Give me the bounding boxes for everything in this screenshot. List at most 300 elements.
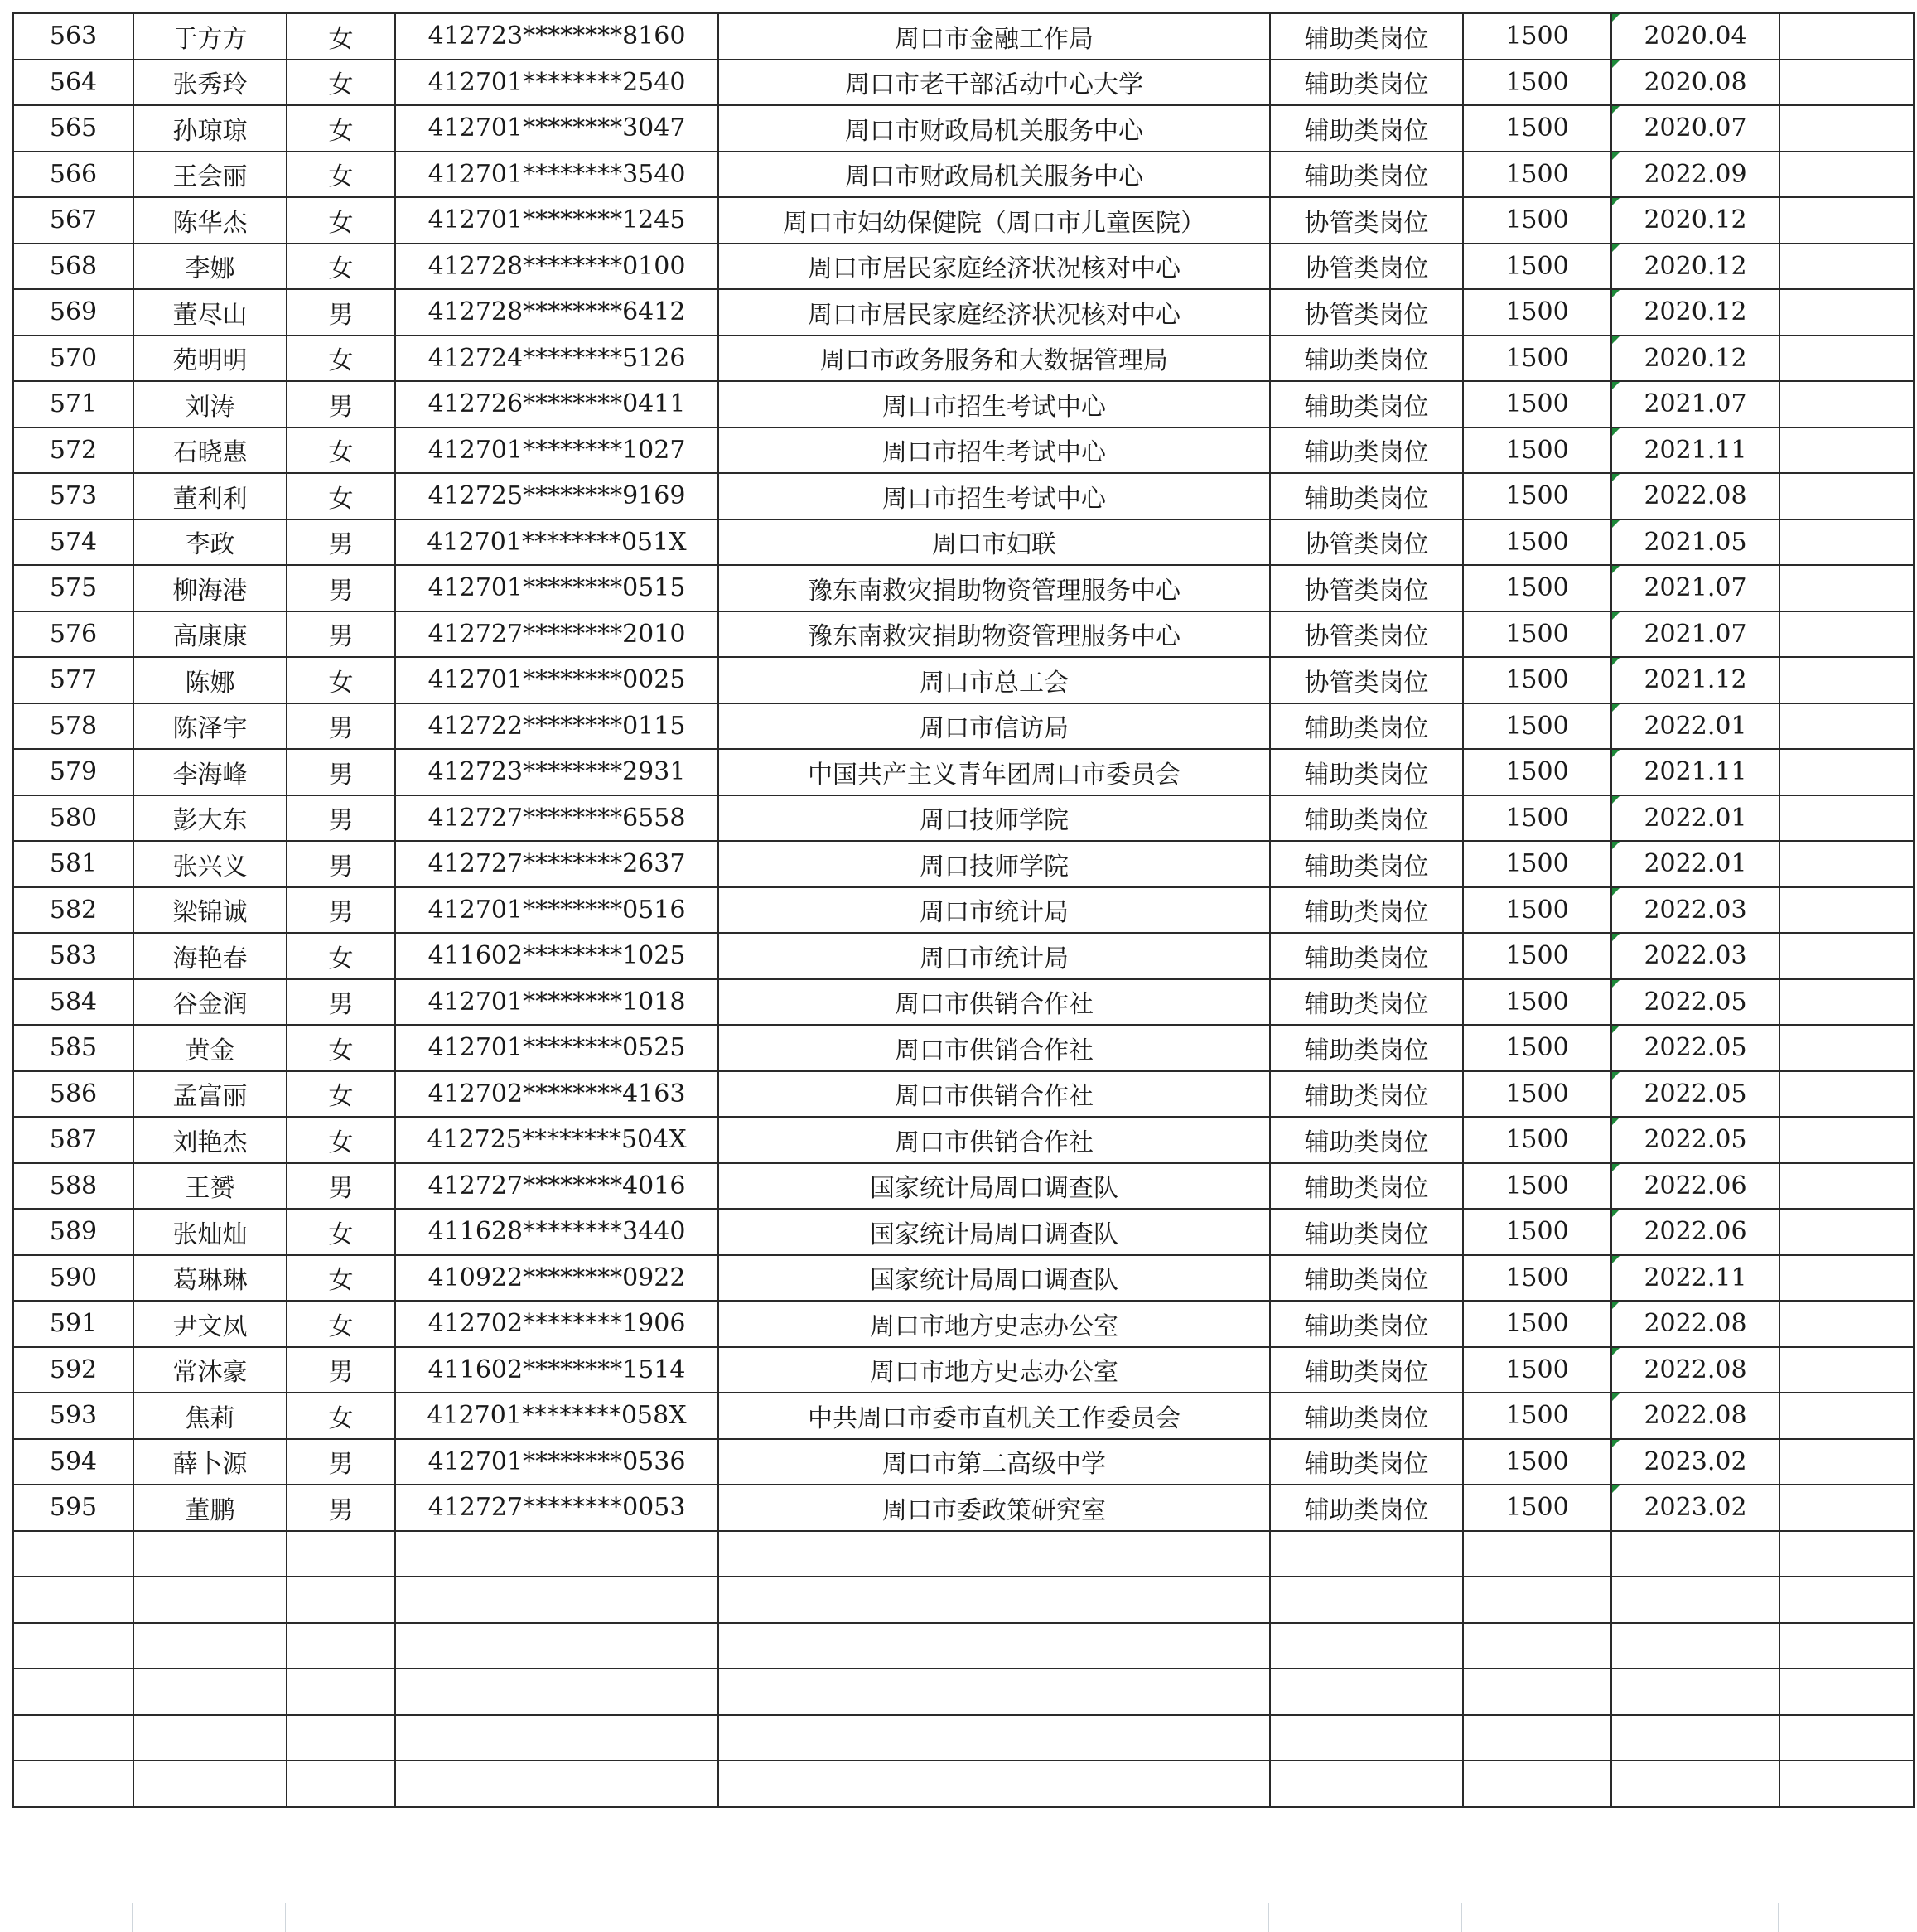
amount-cell[interactable]: 1500	[1463, 427, 1611, 474]
date-cell[interactable]: 2020.08	[1611, 60, 1779, 106]
date-cell[interactable]: 2022.11	[1611, 1255, 1779, 1302]
empty-cell[interactable]	[1779, 1623, 1914, 1669]
remark-cell[interactable]	[1779, 1393, 1914, 1439]
seq-cell[interactable]: 569	[13, 289, 133, 336]
amount-cell[interactable]: 1500	[1463, 1301, 1611, 1347]
employer-cell[interactable]: 周口市信访局	[718, 703, 1270, 750]
seq-cell[interactable]: 579	[13, 749, 133, 795]
empty-cell[interactable]	[1779, 1715, 1914, 1761]
gender-cell[interactable]: 女	[287, 244, 395, 290]
employer-cell[interactable]: 周口市招生考试中心	[718, 427, 1270, 474]
empty-cell[interactable]	[1779, 1761, 1914, 1807]
seq-cell[interactable]: 576	[13, 611, 133, 658]
empty-cell[interactable]	[133, 1577, 287, 1623]
amount-cell[interactable]: 1500	[1463, 611, 1611, 658]
seq-cell[interactable]: 573	[13, 473, 133, 519]
employer-cell[interactable]: 豫东南救灾捐助物资管理服务中心	[718, 611, 1270, 658]
id-number-cell[interactable]: 411602********1514	[395, 1347, 718, 1393]
seq-cell[interactable]: 577	[13, 657, 133, 703]
seq-cell[interactable]: 590	[13, 1255, 133, 1302]
amount-cell[interactable]: 1500	[1463, 289, 1611, 336]
id-number-cell[interactable]: 411602********1025	[395, 933, 718, 979]
remark-cell[interactable]	[1779, 1439, 1914, 1485]
empty-cell[interactable]	[1611, 1715, 1779, 1761]
empty-cell[interactable]	[133, 1531, 287, 1577]
post-type-cell[interactable]: 协管类岗位	[1270, 197, 1463, 244]
name-cell[interactable]: 王会丽	[133, 152, 287, 198]
employer-cell[interactable]: 周口技师学院	[718, 841, 1270, 887]
empty-cell[interactable]	[133, 1715, 287, 1761]
id-number-cell[interactable]: 412725********504X	[395, 1117, 718, 1163]
empty-cell[interactable]	[395, 1761, 718, 1807]
gender-cell[interactable]: 男	[287, 565, 395, 611]
gender-cell[interactable]: 男	[287, 519, 395, 566]
gender-cell[interactable]: 女	[287, 105, 395, 152]
date-cell[interactable]: 2020.12	[1611, 197, 1779, 244]
id-number-cell[interactable]: 412701********0515	[395, 565, 718, 611]
remark-cell[interactable]	[1779, 841, 1914, 887]
post-type-cell[interactable]: 协管类岗位	[1270, 289, 1463, 336]
gender-cell[interactable]: 女	[287, 427, 395, 474]
seq-cell[interactable]: 584	[13, 979, 133, 1026]
name-cell[interactable]: 董尽山	[133, 289, 287, 336]
employer-cell[interactable]: 周口市老干部活动中心大学	[718, 60, 1270, 106]
amount-cell[interactable]: 1500	[1463, 336, 1611, 382]
date-cell[interactable]: 2022.03	[1611, 887, 1779, 934]
remark-cell[interactable]	[1779, 1071, 1914, 1118]
seq-cell[interactable]: 591	[13, 1301, 133, 1347]
empty-cell[interactable]	[1270, 1577, 1463, 1623]
name-cell[interactable]: 董鹏	[133, 1485, 287, 1531]
id-number-cell[interactable]: 412724********5126	[395, 336, 718, 382]
seq-cell[interactable]: 568	[13, 244, 133, 290]
name-cell[interactable]: 尹文凤	[133, 1301, 287, 1347]
empty-cell[interactable]	[287, 1623, 395, 1669]
remark-cell[interactable]	[1779, 703, 1914, 750]
id-number-cell[interactable]: 412701********0025	[395, 657, 718, 703]
gender-cell[interactable]: 女	[287, 152, 395, 198]
employer-cell[interactable]: 周口技师学院	[718, 795, 1270, 842]
post-type-cell[interactable]: 辅助类岗位	[1270, 105, 1463, 152]
remark-cell[interactable]	[1779, 979, 1914, 1026]
gender-cell[interactable]: 女	[287, 1393, 395, 1439]
name-cell[interactable]: 李政	[133, 519, 287, 566]
name-cell[interactable]: 陈华杰	[133, 197, 287, 244]
employer-cell[interactable]: 周口市财政局机关服务中心	[718, 152, 1270, 198]
post-type-cell[interactable]: 辅助类岗位	[1270, 427, 1463, 474]
seq-cell[interactable]: 566	[13, 152, 133, 198]
name-cell[interactable]: 谷金润	[133, 979, 287, 1026]
remark-cell[interactable]	[1779, 152, 1914, 198]
post-type-cell[interactable]: 辅助类岗位	[1270, 703, 1463, 750]
gender-cell[interactable]: 男	[287, 381, 395, 427]
remark-cell[interactable]	[1779, 887, 1914, 934]
remark-cell[interactable]	[1779, 749, 1914, 795]
name-cell[interactable]: 刘艳杰	[133, 1117, 287, 1163]
id-number-cell[interactable]: 412728********0100	[395, 244, 718, 290]
gender-cell[interactable]: 男	[287, 841, 395, 887]
date-cell[interactable]: 2022.06	[1611, 1209, 1779, 1255]
empty-cell[interactable]	[395, 1577, 718, 1623]
employer-cell[interactable]: 周口市第二高级中学	[718, 1439, 1270, 1485]
date-cell[interactable]: 2022.06	[1611, 1163, 1779, 1210]
gender-cell[interactable]: 女	[287, 1117, 395, 1163]
name-cell[interactable]: 焦莉	[133, 1393, 287, 1439]
name-cell[interactable]: 柳海港	[133, 565, 287, 611]
amount-cell[interactable]: 1500	[1463, 1393, 1611, 1439]
gender-cell[interactable]: 男	[287, 611, 395, 658]
post-type-cell[interactable]: 辅助类岗位	[1270, 1347, 1463, 1393]
id-number-cell[interactable]: 412727********4016	[395, 1163, 718, 1210]
id-number-cell[interactable]: 412701********2540	[395, 60, 718, 106]
date-cell[interactable]: 2022.09	[1611, 152, 1779, 198]
amount-cell[interactable]: 1500	[1463, 473, 1611, 519]
gender-cell[interactable]: 女	[287, 1209, 395, 1255]
date-cell[interactable]: 2022.05	[1611, 979, 1779, 1026]
amount-cell[interactable]: 1500	[1463, 381, 1611, 427]
empty-cell[interactable]	[13, 1623, 133, 1669]
date-cell[interactable]: 2022.08	[1611, 1301, 1779, 1347]
empty-cell[interactable]	[395, 1715, 718, 1761]
seq-cell[interactable]: 565	[13, 105, 133, 152]
amount-cell[interactable]: 1500	[1463, 887, 1611, 934]
id-number-cell[interactable]: 412727********2637	[395, 841, 718, 887]
remark-cell[interactable]	[1779, 565, 1914, 611]
amount-cell[interactable]: 1500	[1463, 197, 1611, 244]
name-cell[interactable]: 张兴义	[133, 841, 287, 887]
post-type-cell[interactable]: 辅助类岗位	[1270, 1209, 1463, 1255]
gender-cell[interactable]: 男	[287, 1485, 395, 1531]
id-number-cell[interactable]: 412701********3540	[395, 152, 718, 198]
remark-cell[interactable]	[1779, 933, 1914, 979]
employer-cell[interactable]: 周口市总工会	[718, 657, 1270, 703]
date-cell[interactable]: 2022.08	[1611, 1347, 1779, 1393]
date-cell[interactable]: 2021.07	[1611, 381, 1779, 427]
amount-cell[interactable]: 1500	[1463, 60, 1611, 106]
employer-cell[interactable]: 周口市供销合作社	[718, 1025, 1270, 1071]
seq-cell[interactable]: 588	[13, 1163, 133, 1210]
empty-cell[interactable]	[1611, 1623, 1779, 1669]
post-type-cell[interactable]: 辅助类岗位	[1270, 795, 1463, 842]
id-number-cell[interactable]: 412728********6412	[395, 289, 718, 336]
seq-cell[interactable]: 589	[13, 1209, 133, 1255]
amount-cell[interactable]: 1500	[1463, 1117, 1611, 1163]
empty-cell[interactable]	[1270, 1623, 1463, 1669]
employer-cell[interactable]: 周口市供销合作社	[718, 1117, 1270, 1163]
amount-cell[interactable]: 1500	[1463, 979, 1611, 1026]
employer-cell[interactable]: 周口市居民家庭经济状况核对中心	[718, 289, 1270, 336]
seq-cell[interactable]: 574	[13, 519, 133, 566]
date-cell[interactable]: 2023.02	[1611, 1485, 1779, 1531]
empty-cell[interactable]	[13, 1715, 133, 1761]
seq-cell[interactable]: 570	[13, 336, 133, 382]
amount-cell[interactable]: 1500	[1463, 13, 1611, 60]
post-type-cell[interactable]: 辅助类岗位	[1270, 1071, 1463, 1118]
remark-cell[interactable]	[1779, 1347, 1914, 1393]
name-cell[interactable]: 陈泽宇	[133, 703, 287, 750]
date-cell[interactable]: 2022.01	[1611, 703, 1779, 750]
name-cell[interactable]: 石晓惠	[133, 427, 287, 474]
id-number-cell[interactable]: 412726********0411	[395, 381, 718, 427]
post-type-cell[interactable]: 协管类岗位	[1270, 244, 1463, 290]
date-cell[interactable]: 2022.01	[1611, 795, 1779, 842]
gender-cell[interactable]: 男	[287, 795, 395, 842]
amount-cell[interactable]: 1500	[1463, 1347, 1611, 1393]
seq-cell[interactable]: 585	[13, 1025, 133, 1071]
post-type-cell[interactable]: 辅助类岗位	[1270, 1255, 1463, 1302]
empty-cell[interactable]	[395, 1669, 718, 1715]
seq-cell[interactable]: 563	[13, 13, 133, 60]
post-type-cell[interactable]: 辅助类岗位	[1270, 473, 1463, 519]
id-number-cell[interactable]: 412701********0516	[395, 887, 718, 934]
gender-cell[interactable]: 女	[287, 933, 395, 979]
seq-cell[interactable]: 578	[13, 703, 133, 750]
remark-cell[interactable]	[1779, 519, 1914, 566]
gender-cell[interactable]: 男	[287, 703, 395, 750]
gender-cell[interactable]: 女	[287, 13, 395, 60]
amount-cell[interactable]: 1500	[1463, 657, 1611, 703]
empty-cell[interactable]	[133, 1623, 287, 1669]
post-type-cell[interactable]: 辅助类岗位	[1270, 933, 1463, 979]
amount-cell[interactable]: 1500	[1463, 565, 1611, 611]
empty-cell[interactable]	[1270, 1669, 1463, 1715]
empty-cell[interactable]	[1611, 1577, 1779, 1623]
seq-cell[interactable]: 593	[13, 1393, 133, 1439]
empty-cell[interactable]	[1611, 1761, 1779, 1807]
empty-cell[interactable]	[13, 1577, 133, 1623]
amount-cell[interactable]: 1500	[1463, 152, 1611, 198]
empty-cell[interactable]	[287, 1761, 395, 1807]
seq-cell[interactable]: 567	[13, 197, 133, 244]
id-number-cell[interactable]: 411628********3440	[395, 1209, 718, 1255]
seq-cell[interactable]: 571	[13, 381, 133, 427]
empty-cell[interactable]	[1779, 1531, 1914, 1577]
remark-cell[interactable]	[1779, 657, 1914, 703]
name-cell[interactable]: 于方方	[133, 13, 287, 60]
post-type-cell[interactable]: 协管类岗位	[1270, 519, 1463, 566]
name-cell[interactable]: 葛琳琳	[133, 1255, 287, 1302]
name-cell[interactable]: 陈娜	[133, 657, 287, 703]
empty-cell[interactable]	[1611, 1669, 1779, 1715]
name-cell[interactable]: 海艳春	[133, 933, 287, 979]
id-number-cell[interactable]: 412701********1245	[395, 197, 718, 244]
seq-cell[interactable]: 586	[13, 1071, 133, 1118]
employer-cell[interactable]: 周口市妇幼保健院（周口市儿童医院）	[718, 197, 1270, 244]
remark-cell[interactable]	[1779, 13, 1914, 60]
id-number-cell[interactable]: 412701********1027	[395, 427, 718, 474]
empty-cell[interactable]	[1463, 1669, 1611, 1715]
empty-cell[interactable]	[718, 1669, 1270, 1715]
date-cell[interactable]: 2020.12	[1611, 336, 1779, 382]
employer-cell[interactable]: 中国共产主义青年团周口市委员会	[718, 749, 1270, 795]
empty-cell[interactable]	[1463, 1531, 1611, 1577]
employer-cell[interactable]: 周口市金融工作局	[718, 13, 1270, 60]
post-type-cell[interactable]: 辅助类岗位	[1270, 749, 1463, 795]
gender-cell[interactable]: 女	[287, 1071, 395, 1118]
name-cell[interactable]: 李海峰	[133, 749, 287, 795]
gender-cell[interactable]: 女	[287, 657, 395, 703]
date-cell[interactable]: 2020.07	[1611, 105, 1779, 152]
date-cell[interactable]: 2022.08	[1611, 1393, 1779, 1439]
date-cell[interactable]: 2022.03	[1611, 933, 1779, 979]
empty-cell[interactable]	[287, 1715, 395, 1761]
seq-cell[interactable]: 572	[13, 427, 133, 474]
post-type-cell[interactable]: 辅助类岗位	[1270, 1025, 1463, 1071]
id-number-cell[interactable]: 412701********3047	[395, 105, 718, 152]
remark-cell[interactable]	[1779, 1485, 1914, 1531]
employer-cell[interactable]: 周口市委政策研究室	[718, 1485, 1270, 1531]
employer-cell[interactable]: 周口市居民家庭经济状况核对中心	[718, 244, 1270, 290]
amount-cell[interactable]: 1500	[1463, 1163, 1611, 1210]
remark-cell[interactable]	[1779, 1117, 1914, 1163]
employer-cell[interactable]: 周口市招生考试中心	[718, 473, 1270, 519]
id-number-cell[interactable]: 412701********058X	[395, 1393, 718, 1439]
name-cell[interactable]: 孟富丽	[133, 1071, 287, 1118]
remark-cell[interactable]	[1779, 289, 1914, 336]
amount-cell[interactable]: 1500	[1463, 244, 1611, 290]
post-type-cell[interactable]: 辅助类岗位	[1270, 1393, 1463, 1439]
post-type-cell[interactable]: 辅助类岗位	[1270, 336, 1463, 382]
name-cell[interactable]: 黄金	[133, 1025, 287, 1071]
empty-cell[interactable]	[1463, 1761, 1611, 1807]
empty-cell[interactable]	[718, 1715, 1270, 1761]
id-number-cell[interactable]: 412701********0536	[395, 1439, 718, 1485]
gender-cell[interactable]: 男	[287, 1163, 395, 1210]
gender-cell[interactable]: 女	[287, 1301, 395, 1347]
date-cell[interactable]: 2020.12	[1611, 289, 1779, 336]
gender-cell[interactable]: 女	[287, 473, 395, 519]
seq-cell[interactable]: 575	[13, 565, 133, 611]
seq-cell[interactable]: 587	[13, 1117, 133, 1163]
seq-cell[interactable]: 594	[13, 1439, 133, 1485]
employer-cell[interactable]: 周口市招生考试中心	[718, 381, 1270, 427]
name-cell[interactable]: 彭大东	[133, 795, 287, 842]
id-number-cell[interactable]: 412725********9169	[395, 473, 718, 519]
empty-cell[interactable]	[1270, 1715, 1463, 1761]
gender-cell[interactable]: 女	[287, 60, 395, 106]
amount-cell[interactable]: 1500	[1463, 1071, 1611, 1118]
date-cell[interactable]: 2021.11	[1611, 749, 1779, 795]
date-cell[interactable]: 2022.01	[1611, 841, 1779, 887]
date-cell[interactable]: 2020.12	[1611, 244, 1779, 290]
amount-cell[interactable]: 1500	[1463, 105, 1611, 152]
empty-cell[interactable]	[133, 1761, 287, 1807]
id-number-cell[interactable]: 412727********2010	[395, 611, 718, 658]
employer-cell[interactable]: 周口市统计局	[718, 887, 1270, 934]
name-cell[interactable]: 张秀玲	[133, 60, 287, 106]
employer-cell[interactable]: 周口市财政局机关服务中心	[718, 105, 1270, 152]
name-cell[interactable]: 张灿灿	[133, 1209, 287, 1255]
remark-cell[interactable]	[1779, 381, 1914, 427]
id-number-cell[interactable]: 412723********8160	[395, 13, 718, 60]
seq-cell[interactable]: 580	[13, 795, 133, 842]
amount-cell[interactable]: 1500	[1463, 795, 1611, 842]
empty-cell[interactable]	[1611, 1531, 1779, 1577]
employer-cell[interactable]: 周口市统计局	[718, 933, 1270, 979]
remark-cell[interactable]	[1779, 1255, 1914, 1302]
date-cell[interactable]: 2022.05	[1611, 1117, 1779, 1163]
amount-cell[interactable]: 1500	[1463, 703, 1611, 750]
remark-cell[interactable]	[1779, 1301, 1914, 1347]
post-type-cell[interactable]: 辅助类岗位	[1270, 841, 1463, 887]
name-cell[interactable]: 梁锦诚	[133, 887, 287, 934]
id-number-cell[interactable]: 412701********051X	[395, 519, 718, 566]
id-number-cell[interactable]: 410922********0922	[395, 1255, 718, 1302]
date-cell[interactable]: 2021.11	[1611, 427, 1779, 474]
amount-cell[interactable]: 1500	[1463, 1485, 1611, 1531]
name-cell[interactable]: 常沐豪	[133, 1347, 287, 1393]
date-cell[interactable]: 2021.07	[1611, 565, 1779, 611]
amount-cell[interactable]: 1500	[1463, 519, 1611, 566]
post-type-cell[interactable]: 辅助类岗位	[1270, 979, 1463, 1026]
name-cell[interactable]: 董利利	[133, 473, 287, 519]
empty-cell[interactable]	[287, 1577, 395, 1623]
employer-cell[interactable]: 国家统计局周口调查队	[718, 1163, 1270, 1210]
remark-cell[interactable]	[1779, 473, 1914, 519]
amount-cell[interactable]: 1500	[1463, 1209, 1611, 1255]
post-type-cell[interactable]: 辅助类岗位	[1270, 1117, 1463, 1163]
gender-cell[interactable]: 男	[287, 289, 395, 336]
employer-cell[interactable]: 周口市妇联	[718, 519, 1270, 566]
seq-cell[interactable]: 583	[13, 933, 133, 979]
id-number-cell[interactable]: 412702********1906	[395, 1301, 718, 1347]
post-type-cell[interactable]: 辅助类岗位	[1270, 152, 1463, 198]
seq-cell[interactable]: 582	[13, 887, 133, 934]
date-cell[interactable]: 2020.04	[1611, 13, 1779, 60]
remark-cell[interactable]	[1779, 795, 1914, 842]
amount-cell[interactable]: 1500	[1463, 1255, 1611, 1302]
empty-cell[interactable]	[1270, 1531, 1463, 1577]
amount-cell[interactable]: 1500	[1463, 841, 1611, 887]
empty-cell[interactable]	[1463, 1715, 1611, 1761]
amount-cell[interactable]: 1500	[1463, 1439, 1611, 1485]
gender-cell[interactable]: 女	[287, 197, 395, 244]
id-number-cell[interactable]: 412701********1018	[395, 979, 718, 1026]
id-number-cell[interactable]: 412722********0115	[395, 703, 718, 750]
employer-cell[interactable]: 中共周口市委市直机关工作委员会	[718, 1393, 1270, 1439]
seq-cell[interactable]: 595	[13, 1485, 133, 1531]
employer-cell[interactable]: 周口市供销合作社	[718, 979, 1270, 1026]
name-cell[interactable]: 苑明明	[133, 336, 287, 382]
date-cell[interactable]: 2021.07	[1611, 611, 1779, 658]
date-cell[interactable]: 2021.12	[1611, 657, 1779, 703]
date-cell[interactable]: 2021.05	[1611, 519, 1779, 566]
remark-cell[interactable]	[1779, 336, 1914, 382]
id-number-cell[interactable]: 412727********6558	[395, 795, 718, 842]
employer-cell[interactable]: 国家统计局周口调查队	[718, 1255, 1270, 1302]
id-number-cell[interactable]: 412701********0525	[395, 1025, 718, 1071]
amount-cell[interactable]: 1500	[1463, 749, 1611, 795]
empty-cell[interactable]	[718, 1761, 1270, 1807]
id-number-cell[interactable]: 412727********0053	[395, 1485, 718, 1531]
employer-cell[interactable]: 周口市政务服务和大数据管理局	[718, 336, 1270, 382]
seq-cell[interactable]: 581	[13, 841, 133, 887]
name-cell[interactable]: 高康康	[133, 611, 287, 658]
post-type-cell[interactable]: 协管类岗位	[1270, 565, 1463, 611]
remark-cell[interactable]	[1779, 60, 1914, 106]
empty-cell[interactable]	[133, 1669, 287, 1715]
remark-cell[interactable]	[1779, 244, 1914, 290]
remark-cell[interactable]	[1779, 105, 1914, 152]
employer-cell[interactable]: 豫东南救灾捐助物资管理服务中心	[718, 565, 1270, 611]
empty-cell[interactable]	[1779, 1669, 1914, 1715]
amount-cell[interactable]: 1500	[1463, 933, 1611, 979]
post-type-cell[interactable]: 协管类岗位	[1270, 657, 1463, 703]
empty-cell[interactable]	[1270, 1761, 1463, 1807]
id-number-cell[interactable]: 412723********2931	[395, 749, 718, 795]
name-cell[interactable]: 李娜	[133, 244, 287, 290]
remark-cell[interactable]	[1779, 197, 1914, 244]
